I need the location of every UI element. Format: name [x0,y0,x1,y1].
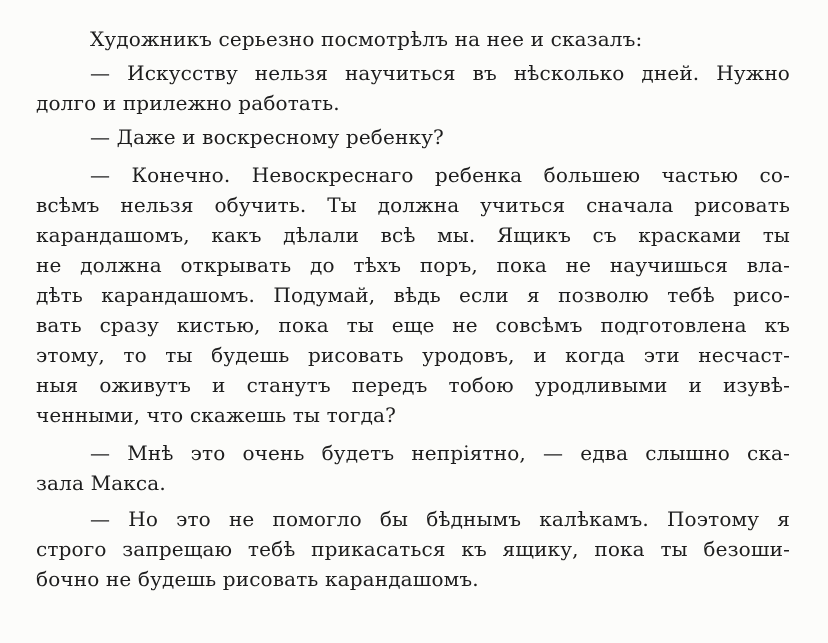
text-line: этому, то ты будешь рисовать уродовъ, и когда эти несчаст- [36,343,790,367]
text-line: бочно не будешь рисовать карандашомъ. [36,567,479,591]
text-line: — Даже и воскресному ребенку? [90,125,444,149]
text-line: всѣмъ нельзя обучить. Ты должна учиться сначала рисовать [36,193,790,217]
text-line: не должна открывать до тѣхъ поръ, пока не научишься вла- [36,253,790,277]
text-line: — Но это не помогло бы бѣднымъ калѣкамъ. Поэтому я [90,507,790,531]
text-line: ченными, что скажешь ты тогда? [36,403,397,427]
text-line: дѣть карандашомъ. Подумай, вѣдь если я позволю тебѣ рисо- [36,283,790,307]
text-line: долго и прилежно работать. [36,91,340,115]
text-line: карандашомъ, какъ дѣлали всѣ мы. Ящикъ съ красками ты [36,223,790,247]
text-line: — Конечно. Невоскреснаго ребенка большею частью со- [90,163,790,187]
text-line: Художникъ серьезно посмотрѣлъ на нее и сказалъ: [90,27,643,51]
text-line: зала Макса. [36,471,166,495]
text-line: ныя оживутъ и станутъ передъ тобою уродливыми и изувѣ- [36,373,790,397]
text-line: вать сразу кистью, пока ты еще не совсѣмъ подготовлена къ [36,313,790,337]
text-line: строго запрещаю тебѣ прикасаться къ ящику, пока ты безоши- [36,537,790,561]
text-line: — Мнѣ это очень будетъ непріятно, — едва слышно ска- [90,441,790,465]
text-line: — Искусству нельзя научиться въ нѣсколько дней. Нужно [90,61,790,85]
